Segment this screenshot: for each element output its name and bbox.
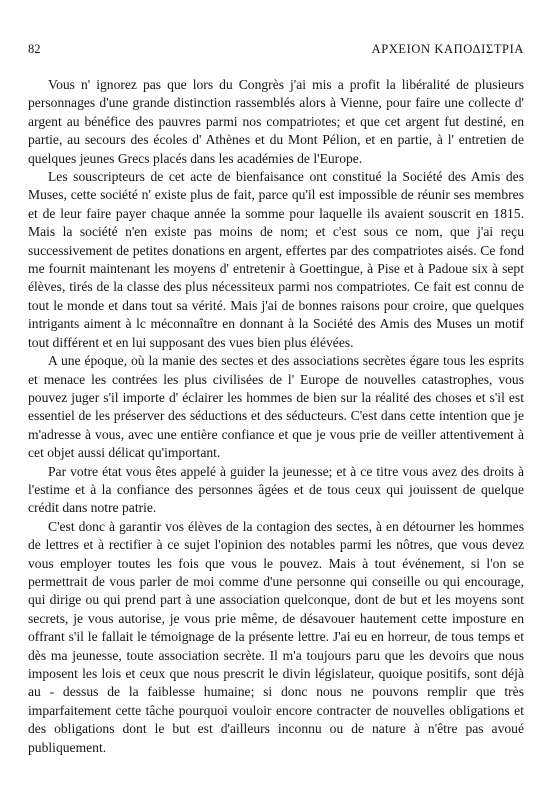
page-number: 82 — [28, 42, 41, 56]
running-head — [28, 40, 524, 58]
paragraph: Les souscripteurs de cet acte de bienfaisance ont constitué la Société des Amis des Muses, cette société n' existe plus de fait, parce qu'il est impossible de réunir ses membres et de leur faire payer chaque année la somme pour laquelle ils avaient souscrit en 1815. Mais la société n'en existe pas moins de nom; et c'est sous ce nom, que j'ai reçu successivement de petites donations en argent, effertes par des compatriotes aisés. Ce fond me fournit maintenant les moyens d' entretenir à Goettingue, à Pise et à Padoue six à sept élèves, tirés de la classe des plus nécessiteux parmi nos compatriotes. Ce fait est connu de tout le monde et dans tout sa vérité. Mais j'ai de bonnes raisons pour croire, que quelques intrigants aiment à lc méconnaître en donnant à la Société des Amis des Muses un motif tout différent et en lui supposant des vues bien plus élévées. — [28, 169, 524, 350]
paragraph: A une époque, où la manie des sectes et des associations secrètes égare tous les esprits et menace les contrées les plus civilisées de l' Europe de nouvelles catastrophes, vous pouvez juger s'il importe d' éclairer les hommes de bien sur la réalité des choses et s'il est essentiel de les préserver des séductions et des séducteurs. C'est dans cette intention que je m'adresse à vous, avec une entière confiance et que je vous prie de veiller attentivement à cet objet aussi délicat qu'important. — [28, 353, 524, 461]
letter-body — [28, 76, 524, 757]
paragraph: Par votre état vous êtes appelé à guider la jeunesse; et à ce titre vous avez des droits à l'estime et à la confiance des personnes âgées et de tous ceux qui jouissent de quelque crédit dans notre patrie. — [28, 463, 524, 516]
journal-title: ΑΡΧΕΙΟΝ ΚΑΠΟΔΙΣΤΡΙΑ — [371, 42, 524, 56]
paragraph: Vous n' ignorez pas que lors du Congrès j'ai mis a profit la libéralité de plusieurs personnages d'une grande distinction rassemblés alors à Vienne, pour faire une collecte d' argent au bénéfice des pauvres parmi nos compatriotes; et que cet argent fut destiné, en partie, au secours des écoles d' Athènes et du Mont Pélion, et en partie, à l' entretien de quelques jeunes Grecs placés dans les académies de l'Europe. — [28, 77, 524, 166]
paragraph: C'est donc à garantir vos élèves de la contagion des sectes, à en détourner les hommes de lettres et à rectifier à ce sujet l'opinion des notables parmi les nôtres, que vous devez vous employer toutes les fois que vous le pouvez. Mais à tout événement, si l'on se permettrait de vous parler de moi comme d'une personne qui conseille ou qui encourage, qui dirige ou qui prend part à une association quelconque, dont de but et les moyens sont secrets, je vous autorise, je vous prie même, de désavouer hautement cette imposture en offrant s'il le fallait le témoignage de la présente lettre. J'ai eu en horreur, de tous temps et dès ma jeunesse, toute association secrète. Il m'a toujours paru que les devoirs que nous imposent les lois et ceux que nous prescrit le divin législateur, quoique positifs, sont déjà au - dessus de la faiblesse humaine; si donc nous ne pouvons remplir que très imparfaitement cette tâche pourquoi vouloir encore contracter de nouvelles obligations et des obligations dont le but est d'ailleurs inconnu ou de nature à n'être pas avoué publiquement. — [28, 518, 524, 755]
